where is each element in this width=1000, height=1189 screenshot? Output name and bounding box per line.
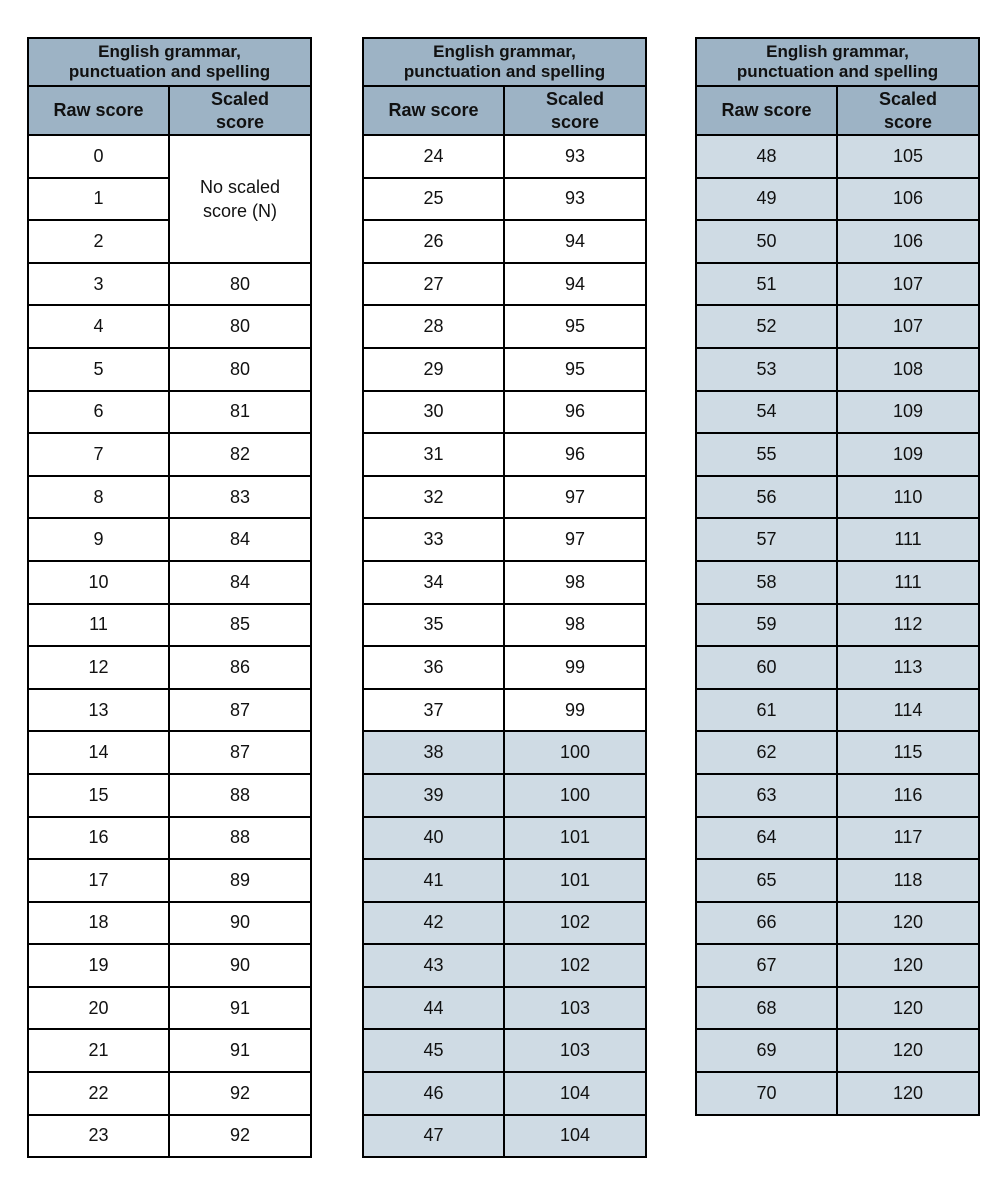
table-row — [363, 1115, 646, 1158]
raw-score-cell: 52 — [696, 305, 837, 348]
scaled-score-cell: 102 — [504, 902, 646, 945]
scaled-score-header: Scaled score — [169, 86, 311, 135]
raw-score-cell: 43 — [363, 944, 504, 987]
raw-score-cell: 33 — [363, 518, 504, 561]
raw-score-cell: 11 — [28, 604, 169, 647]
scaled-score-cell: 88 — [169, 774, 311, 817]
table-row — [696, 476, 979, 519]
raw-score-cell: 35 — [363, 604, 504, 647]
raw-score-cell: 57 — [696, 518, 837, 561]
raw-score-cell: 18 — [28, 902, 169, 945]
raw-score-cell: 0 — [28, 135, 169, 178]
no-scaled-score-cell: No scaled score (N) — [169, 135, 311, 263]
table-row — [363, 731, 646, 774]
scaled-score-cell: 86 — [169, 646, 311, 689]
table-row — [363, 817, 646, 860]
scaled-score-cell: 96 — [504, 391, 646, 434]
raw-score-cell: 19 — [28, 944, 169, 987]
raw-score-cell: 59 — [696, 604, 837, 647]
raw-score-cell: 51 — [696, 263, 837, 306]
table-row — [363, 944, 646, 987]
raw-score-cell: 36 — [363, 646, 504, 689]
table-row — [363, 1029, 646, 1072]
raw-score-cell: 13 — [28, 689, 169, 732]
scaled-score-cell: 112 — [837, 604, 979, 647]
raw-score-cell: 9 — [28, 518, 169, 561]
table-row — [696, 731, 979, 774]
raw-score-cell: 55 — [696, 433, 837, 476]
scaled-score-cell: 111 — [837, 561, 979, 604]
scaled-score-cell: 81 — [169, 391, 311, 434]
scaled-score-cell: 110 — [837, 476, 979, 519]
raw-score-cell: 54 — [696, 391, 837, 434]
table-row — [363, 433, 646, 476]
scaled-score-cell: 88 — [169, 817, 311, 860]
raw-score-cell: 12 — [28, 646, 169, 689]
raw-score-cell: 65 — [696, 859, 837, 902]
scaled-score-cell: 92 — [169, 1072, 311, 1115]
raw-score-cell: 61 — [696, 689, 837, 732]
table-row — [28, 646, 311, 689]
scaled-score-header: Scaled score — [504, 86, 646, 135]
table-row — [696, 689, 979, 732]
table-row — [363, 902, 646, 945]
table-row — [28, 476, 311, 519]
raw-score-cell: 49 — [696, 178, 837, 221]
raw-score-cell: 30 — [363, 391, 504, 434]
table-row — [28, 348, 311, 391]
score-table-3 — [695, 37, 980, 1116]
table-row — [696, 518, 979, 561]
raw-score-cell: 29 — [363, 348, 504, 391]
table-title: English grammar, punctuation and spelling — [696, 38, 979, 86]
scaled-score-cell: 91 — [169, 1029, 311, 1072]
scaled-score-cell: 105 — [837, 135, 979, 178]
table-row — [363, 689, 646, 732]
table-row — [696, 348, 979, 391]
table-row — [696, 604, 979, 647]
scaled-score-cell: 103 — [504, 987, 646, 1030]
table-row — [363, 348, 646, 391]
scaled-score-cell: 90 — [169, 944, 311, 987]
table-row — [28, 263, 311, 306]
table-row — [28, 689, 311, 732]
table-row — [363, 859, 646, 902]
table-row — [28, 433, 311, 476]
table-row — [696, 391, 979, 434]
scaled-score-cell: 94 — [504, 220, 646, 263]
scaled-score-cell: 101 — [504, 817, 646, 860]
scaled-score-cell: 80 — [169, 263, 311, 306]
scaled-score-cell: 94 — [504, 263, 646, 306]
scaled-score-cell: 114 — [837, 689, 979, 732]
table-row — [363, 646, 646, 689]
table-row — [696, 305, 979, 348]
raw-score-cell: 15 — [28, 774, 169, 817]
scaled-score-cell: 97 — [504, 518, 646, 561]
table-row — [28, 817, 311, 860]
scaled-score-cell: 98 — [504, 604, 646, 647]
scaled-score-cell: 109 — [837, 433, 979, 476]
score-table-2 — [362, 37, 647, 1158]
raw-score-header: Raw score — [28, 86, 169, 135]
scaled-score-cell: 111 — [837, 518, 979, 561]
raw-score-cell: 28 — [363, 305, 504, 348]
table-row — [696, 263, 979, 306]
scaled-score-cell: 101 — [504, 859, 646, 902]
scaled-score-cell: 117 — [837, 817, 979, 860]
raw-score-cell: 45 — [363, 1029, 504, 1072]
table-row — [363, 178, 646, 221]
scaled-score-header: Scaled score — [837, 86, 979, 135]
raw-score-header: Raw score — [363, 86, 504, 135]
scaled-score-cell: 99 — [504, 646, 646, 689]
table-row — [696, 135, 979, 178]
scaled-score-cell: 120 — [837, 944, 979, 987]
scaled-score-cell: 120 — [837, 1072, 979, 1115]
table-row — [696, 1029, 979, 1072]
scaled-score-cell: 106 — [837, 220, 979, 263]
scaled-score-cell: 92 — [169, 1115, 311, 1158]
raw-score-cell: 3 — [28, 263, 169, 306]
table-row — [28, 859, 311, 902]
raw-score-cell: 47 — [363, 1115, 504, 1158]
scaled-score-cell: 85 — [169, 604, 311, 647]
raw-score-cell: 68 — [696, 987, 837, 1030]
table-row — [696, 774, 979, 817]
table-row — [363, 561, 646, 604]
raw-score-cell: 53 — [696, 348, 837, 391]
raw-score-cell: 7 — [28, 433, 169, 476]
table-row — [696, 902, 979, 945]
raw-score-cell: 58 — [696, 561, 837, 604]
raw-score-header: Raw score — [696, 86, 837, 135]
raw-score-cell: 40 — [363, 817, 504, 860]
raw-score-cell: 8 — [28, 476, 169, 519]
scaled-score-cell: 115 — [837, 731, 979, 774]
table-row — [363, 774, 646, 817]
table-row — [28, 902, 311, 945]
table-row — [28, 518, 311, 561]
score-table-1 — [27, 37, 312, 1158]
table-row — [363, 987, 646, 1030]
raw-score-cell: 23 — [28, 1115, 169, 1158]
scaled-score-cell: 104 — [504, 1115, 646, 1158]
table-row — [696, 1072, 979, 1115]
scaled-score-cell: 93 — [504, 178, 646, 221]
table-row — [363, 220, 646, 263]
table-row — [28, 305, 311, 348]
raw-score-cell: 48 — [696, 135, 837, 178]
table-row — [363, 263, 646, 306]
table-row — [28, 1115, 311, 1158]
scaled-score-cell: 93 — [504, 135, 646, 178]
scaled-score-cell: 95 — [504, 305, 646, 348]
table-row — [363, 476, 646, 519]
raw-score-cell: 66 — [696, 902, 837, 945]
raw-score-cell: 46 — [363, 1072, 504, 1115]
table-row — [28, 774, 311, 817]
table-title: English grammar, punctuation and spelling — [28, 38, 311, 86]
table-row — [696, 178, 979, 221]
scaled-score-cell: 80 — [169, 305, 311, 348]
scaled-score-cell: 95 — [504, 348, 646, 391]
scaled-score-cell: 108 — [837, 348, 979, 391]
scaled-score-cell: 99 — [504, 689, 646, 732]
scaled-score-cell: 120 — [837, 902, 979, 945]
table-row — [363, 135, 646, 178]
raw-score-cell: 5 — [28, 348, 169, 391]
table-row — [363, 305, 646, 348]
scaled-score-cell: 87 — [169, 731, 311, 774]
table-row — [28, 1072, 311, 1115]
raw-score-cell: 25 — [363, 178, 504, 221]
raw-score-cell: 31 — [363, 433, 504, 476]
scaled-score-cell: 96 — [504, 433, 646, 476]
table-row — [363, 391, 646, 434]
table-row — [696, 220, 979, 263]
raw-score-cell: 21 — [28, 1029, 169, 1072]
scaled-score-cell: 113 — [837, 646, 979, 689]
raw-score-cell: 60 — [696, 646, 837, 689]
scaled-score-cell: 116 — [837, 774, 979, 817]
table-row — [28, 391, 311, 434]
scaled-score-cell: 91 — [169, 987, 311, 1030]
scaled-score-cell: 100 — [504, 774, 646, 817]
table-row — [696, 987, 979, 1030]
table-row — [28, 944, 311, 987]
scaled-score-cell: 87 — [169, 689, 311, 732]
table-row — [28, 731, 311, 774]
table-row — [696, 944, 979, 987]
scaled-score-cell: 102 — [504, 944, 646, 987]
scaled-score-cell: 83 — [169, 476, 311, 519]
raw-score-cell: 27 — [363, 263, 504, 306]
scaled-score-cell: 103 — [504, 1029, 646, 1072]
raw-score-cell: 22 — [28, 1072, 169, 1115]
table-row — [28, 135, 311, 178]
scaled-score-cell: 89 — [169, 859, 311, 902]
scaled-score-cell: 98 — [504, 561, 646, 604]
scaled-score-cell: 118 — [837, 859, 979, 902]
scaled-score-cell: 106 — [837, 178, 979, 221]
raw-score-cell: 10 — [28, 561, 169, 604]
table-row — [363, 1072, 646, 1115]
table-row — [28, 987, 311, 1030]
raw-score-cell: 38 — [363, 731, 504, 774]
raw-score-cell: 37 — [363, 689, 504, 732]
raw-score-cell: 64 — [696, 817, 837, 860]
raw-score-cell: 56 — [696, 476, 837, 519]
raw-score-cell: 39 — [363, 774, 504, 817]
scaled-score-cell: 107 — [837, 263, 979, 306]
table-row — [696, 433, 979, 476]
scaled-score-cell: 100 — [504, 731, 646, 774]
table-row — [28, 561, 311, 604]
scaled-score-cell: 84 — [169, 518, 311, 561]
table-row — [696, 561, 979, 604]
raw-score-cell: 2 — [28, 220, 169, 263]
scaled-score-cell: 84 — [169, 561, 311, 604]
raw-score-cell: 24 — [363, 135, 504, 178]
table-row — [696, 646, 979, 689]
table-row — [696, 817, 979, 860]
scaled-score-cell: 109 — [837, 391, 979, 434]
raw-score-cell: 32 — [363, 476, 504, 519]
table-row — [363, 604, 646, 647]
raw-score-cell: 62 — [696, 731, 837, 774]
raw-score-cell: 63 — [696, 774, 837, 817]
raw-score-cell: 70 — [696, 1072, 837, 1115]
scaled-score-cell: 90 — [169, 902, 311, 945]
raw-score-cell: 41 — [363, 859, 504, 902]
raw-score-cell: 1 — [28, 178, 169, 221]
raw-score-cell: 6 — [28, 391, 169, 434]
table-row — [28, 1029, 311, 1072]
raw-score-cell: 16 — [28, 817, 169, 860]
table-row — [696, 859, 979, 902]
raw-score-cell: 17 — [28, 859, 169, 902]
raw-score-cell: 4 — [28, 305, 169, 348]
scaled-score-cell: 80 — [169, 348, 311, 391]
table-title: English grammar, punctuation and spelling — [363, 38, 646, 86]
scaled-score-cell: 120 — [837, 987, 979, 1030]
table-row — [28, 604, 311, 647]
raw-score-cell: 69 — [696, 1029, 837, 1072]
raw-score-cell: 42 — [363, 902, 504, 945]
raw-score-cell: 34 — [363, 561, 504, 604]
scaled-score-cell: 97 — [504, 476, 646, 519]
scaled-score-cell: 120 — [837, 1029, 979, 1072]
raw-score-cell: 14 — [28, 731, 169, 774]
scaled-score-cell: 107 — [837, 305, 979, 348]
raw-score-cell: 44 — [363, 987, 504, 1030]
raw-score-cell: 20 — [28, 987, 169, 1030]
raw-score-cell: 50 — [696, 220, 837, 263]
raw-score-cell: 67 — [696, 944, 837, 987]
table-row — [363, 518, 646, 561]
raw-score-cell: 26 — [363, 220, 504, 263]
scaled-score-cell: 82 — [169, 433, 311, 476]
scaled-score-cell: 104 — [504, 1072, 646, 1115]
